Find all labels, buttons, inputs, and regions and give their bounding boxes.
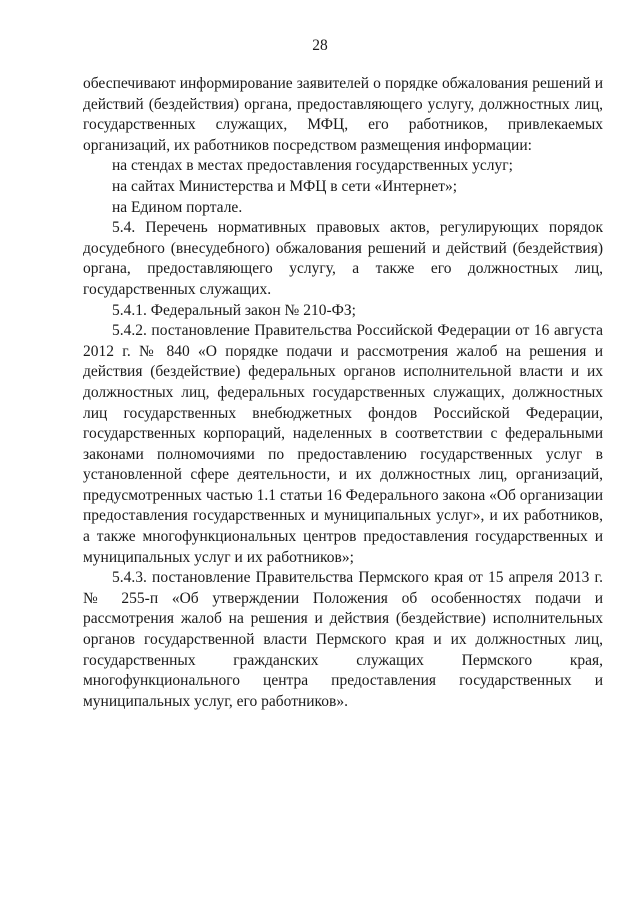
paragraph-stands: на стендах в местах предоставления государственных услуг; (112, 157, 513, 175)
paragraph-section-5-4: 5.4. Перечень нормативных правовых актов, регулирующих порядок досудебного (внесудебного) обжалования решений и действий (бездействия) органа, предоставляющего услугу, а также его должностных лиц, государственных служащих. (83, 219, 603, 298)
document-body (83, 74, 603, 712)
paragraph-section-5-4-3: 5.4.3. постановление Правительства Пермского края от 15 апреля 2013 г. № 255-п «Об утверждении Положения об особенностях подачи и рассмотрения жалоб на решения и действия (бездействие) исполнительных органов государственной власти Пермского края и их должностных лиц, государственных гражданских служащих Пермского края, многофункционального центра предоставления государственных и муниципальных услуг, его работников». (83, 569, 603, 710)
paragraph-section-5-4-2: 5.4.2. постановление Правительства Российской Федерации от 16 августа 2012 г. № 840 «О порядке подачи и рассмотрения жалоб на решения и действия (бездействие) федеральных органов исполнительной власти и их должностных лиц, федеральных государственных служащих, должностных лиц государственных внебюджетных фондов Российской Федерации, государственных корпораций, наделенных в соответствии с федеральными законами полномочиями по предоставлению государственных услуг в установленной сфере деятельности, и их должностных лиц, организаций, предусмотренных частью 1.1 статьи 16 Федерального закона «Об организации предоставления государственных и муниципальных услуг», и их работников, а также многофункциональных центров предоставления государственных и муниципальных услуг и их работников»; (83, 322, 603, 566)
paragraph-section-5-4-1: 5.4.1. Федеральный закон № 210-ФЗ; (112, 301, 356, 319)
page-number: 28 (312, 37, 328, 54)
paragraph-unified-portal: на Едином портале. (112, 198, 243, 216)
paragraph-websites: на сайтах Министерства и МФЦ в сети «Интернет»; (112, 177, 458, 195)
paragraph-intro: обеспечивают информирование заявителей о порядке обжалования решений и действий (бездействия) органа, предоставляющего услугу, должностных лиц, государственных служащих, МФЦ, его работников, привлекаемых организаций, их работников посредством размещения информации: (83, 75, 603, 154)
